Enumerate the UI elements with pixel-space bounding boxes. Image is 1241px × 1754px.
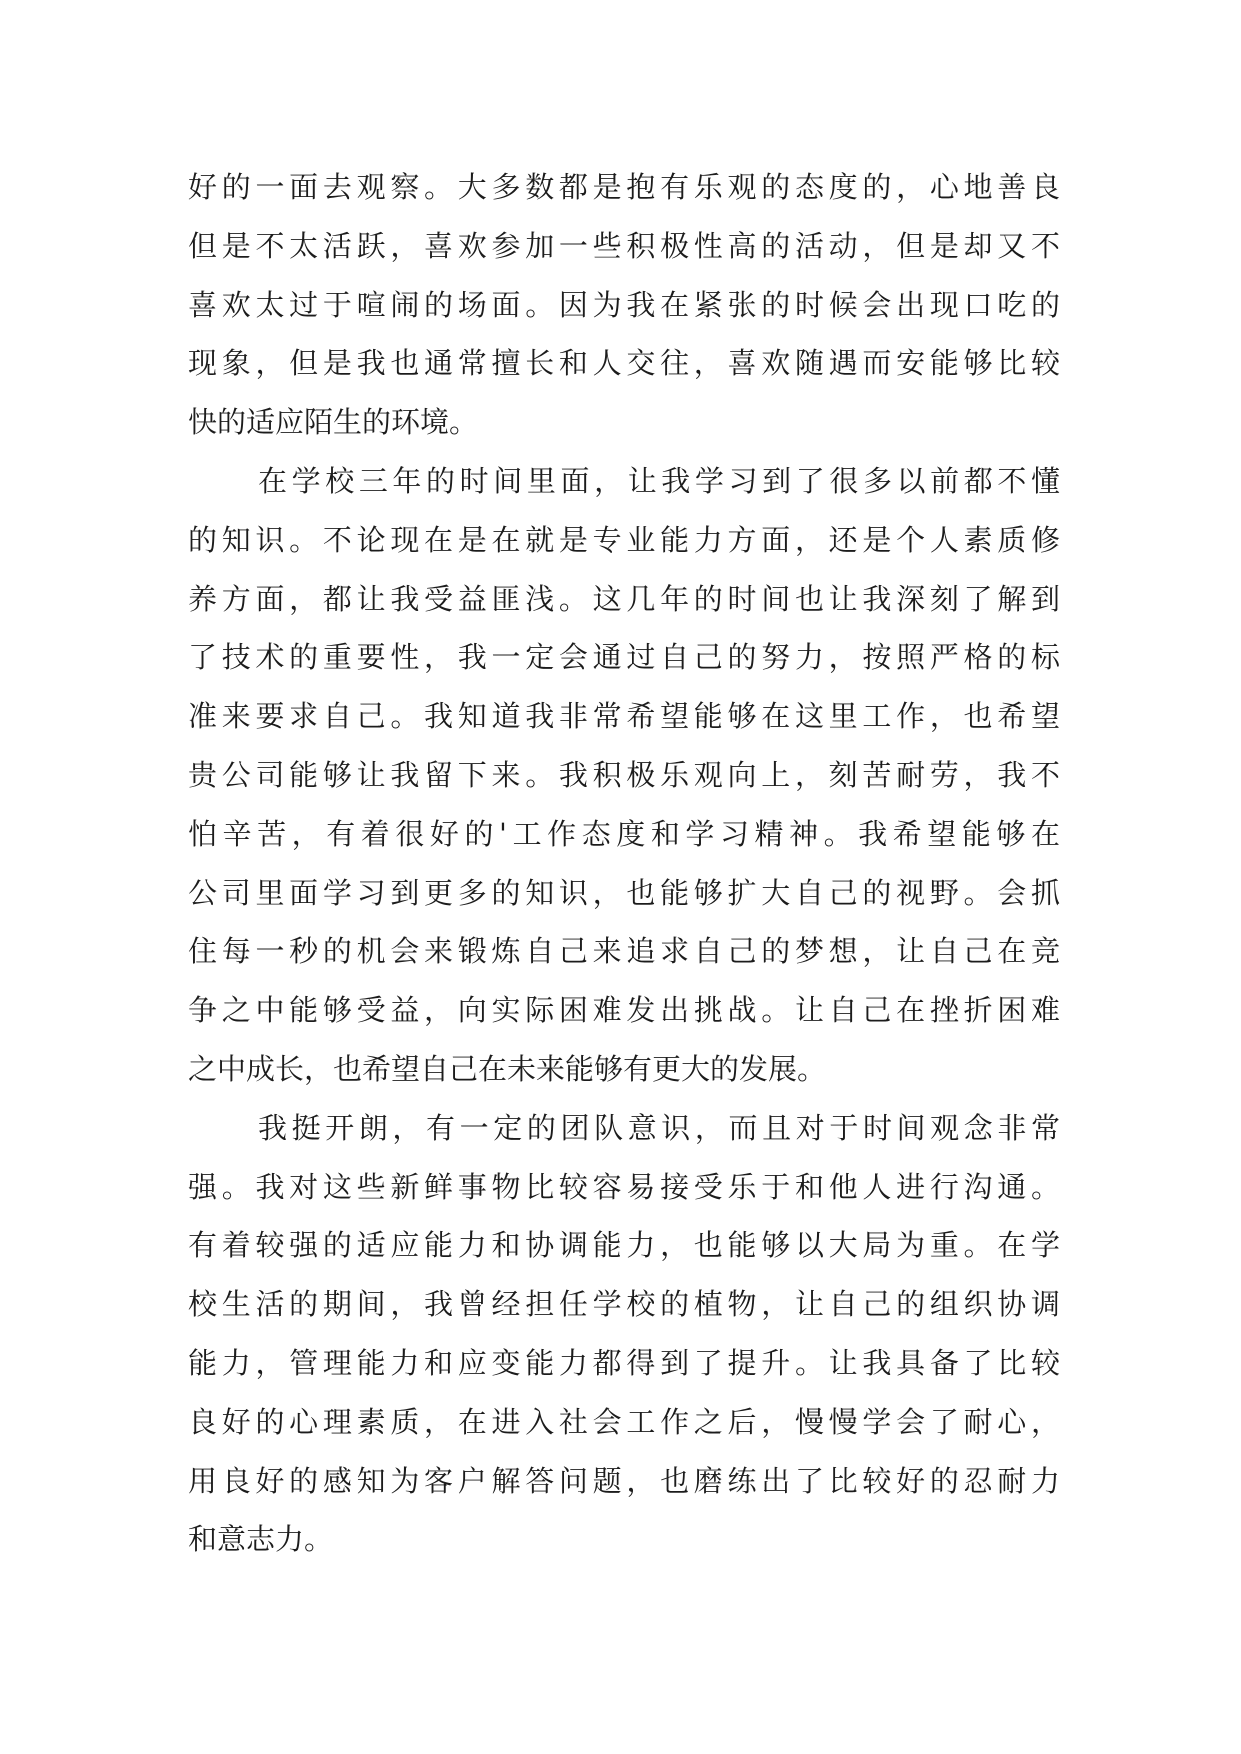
text-line: 用良好的感知为客户解答问题，也磨练出了比较好的忍耐力 xyxy=(188,1463,1060,1498)
text-line: 校生活的期间，我曾经担任学校的植物，让自己的组织协调 xyxy=(188,1287,1060,1322)
text-line: 快的适应陌生的环境。 xyxy=(188,405,479,440)
text-line: 在学校三年的时间里面，让我学习到了很多以前都不懂 xyxy=(258,463,1060,498)
paragraph-1 xyxy=(188,158,1060,452)
text-line: 现象，但是我也通常擅长和人交往，喜欢随遇而安能够比较 xyxy=(188,346,1060,381)
text-line: 和意志力。 xyxy=(188,1522,334,1557)
text-line: 住每一秒的机会来锻炼自己来追求自己的梦想，让自己在竞 xyxy=(188,934,1060,969)
text-line: 喜欢太过于喧闹的场面。因为我在紧张的时候会出现口吃的 xyxy=(188,287,1060,322)
text-line: 强。我对这些新鲜事物比较容易接受乐于和他人进行沟通。 xyxy=(188,1169,1060,1204)
text-line: 了技术的重要性，我一定会通过自己的努力，按照严格的标 xyxy=(188,640,1060,675)
text-line: 争之中能够受益，向实际困难发出挑战。让自己在挫折困难 xyxy=(188,993,1060,1028)
text-line: 但是不太活跃，喜欢参加一些积极性高的活动，但是却又不 xyxy=(188,228,1060,263)
text-line: 良好的心理素质，在进入社会工作之后，慢慢学会了耐心， xyxy=(188,1404,1060,1439)
text-line: 怕辛苦，有着很好的'工作态度和学习精神。我希望能够在 xyxy=(188,816,1060,851)
text-line: 能力，管理能力和应变能力都得到了提升。让我具备了比较 xyxy=(188,1345,1060,1380)
text-line: 的知识。不论现在是在就是专业能力方面，还是个人素质修 xyxy=(188,522,1060,557)
text-line: 好的一面去观察。大多数都是抱有乐观的态度的，心地善良 xyxy=(188,170,1060,204)
paragraph-2 xyxy=(188,452,1060,1099)
text-line: 公司里面学习到更多的知识，也能够扩大自己的视野。会抓 xyxy=(188,875,1060,910)
text-line: 我挺开朗，有一定的团队意识，而且对于时间观念非常 xyxy=(258,1110,1060,1145)
text-line: 贵公司能够让我留下来。我积极乐观向上，刻苦耐劳，我不 xyxy=(188,757,1060,792)
text-line: 有着较强的适应能力和协调能力，也能够以大局为重。在学 xyxy=(188,1228,1060,1263)
paragraph-3 xyxy=(188,1099,1060,1569)
text-line: 准来要求自己。我知道我非常希望能够在这里工作，也希望 xyxy=(188,699,1060,734)
text-line: 养方面，都让我受益匪浅。这几年的时间也让我深刻了解到 xyxy=(188,581,1060,616)
body-text xyxy=(188,158,1060,1569)
text-line: 之中成长，也希望自己在未来能够有更大的发展。 xyxy=(188,1051,827,1086)
